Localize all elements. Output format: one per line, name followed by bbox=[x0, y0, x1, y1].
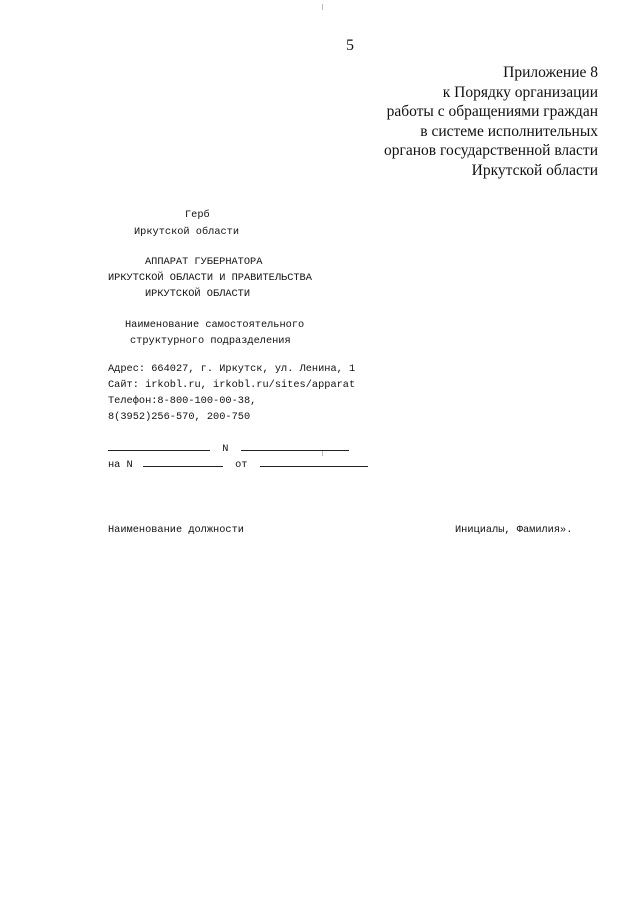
appendix-line: в системе исполнительных bbox=[420, 122, 598, 140]
phone-line-1: Телефон:8-800-100-00-38, bbox=[108, 395, 257, 407]
appendix-line: Приложение 8 bbox=[503, 64, 598, 81]
reference-date-blank bbox=[260, 457, 368, 467]
org-name-line-1: АППАРАТ ГУБЕРНАТОРА bbox=[145, 256, 263, 268]
page-number: 5 bbox=[346, 37, 354, 54]
address-line: Адрес: 664027, г. Иркутск, ул. Ленина, 1 bbox=[108, 363, 356, 375]
org-name-line-2: ИРКУТСКОЙ ОБЛАСТИ И ПРАВИТЕЛЬСТВА bbox=[108, 272, 312, 284]
appendix-line: органов государственной власти bbox=[384, 142, 598, 159]
site-line: Сайт: irkobl.ru, irkobl.ru/sites/apparat bbox=[108, 379, 356, 391]
subdivision-line-2: структурного подразделения bbox=[130, 335, 291, 347]
signature-position: Наименование должности bbox=[108, 524, 244, 536]
appendix-line: работы с обращениями граждан bbox=[386, 103, 598, 120]
signature-name: Инициалы, Фамилия». bbox=[455, 524, 573, 536]
appendix-header bbox=[384, 63, 598, 180]
subdivision-line-1: Наименование самостоятельного bbox=[125, 319, 305, 331]
outgoing-date-blank bbox=[108, 441, 210, 451]
from-word: от bbox=[235, 459, 248, 471]
outgoing-number-row bbox=[108, 441, 349, 455]
number-sign: N bbox=[222, 443, 229, 455]
scan-tick-top bbox=[322, 4, 323, 10]
appendix-line: к Порядку организации bbox=[442, 83, 598, 101]
coat-of-arms-region: Иркутской области bbox=[134, 226, 240, 238]
org-name-line-3: ИРКУТСКОЙ ОБЛАСТИ bbox=[145, 288, 251, 300]
appendix-line: Иркутской области bbox=[471, 161, 598, 179]
coat-of-arms-label: Герб bbox=[185, 209, 210, 221]
reference-number-blank bbox=[143, 457, 223, 467]
incoming-reference-row bbox=[108, 457, 368, 471]
phone-line-2: 8(3952)256-570, 200-750 bbox=[108, 411, 251, 423]
reference-prefix: на N bbox=[108, 459, 133, 471]
outgoing-number-blank bbox=[241, 441, 349, 451]
